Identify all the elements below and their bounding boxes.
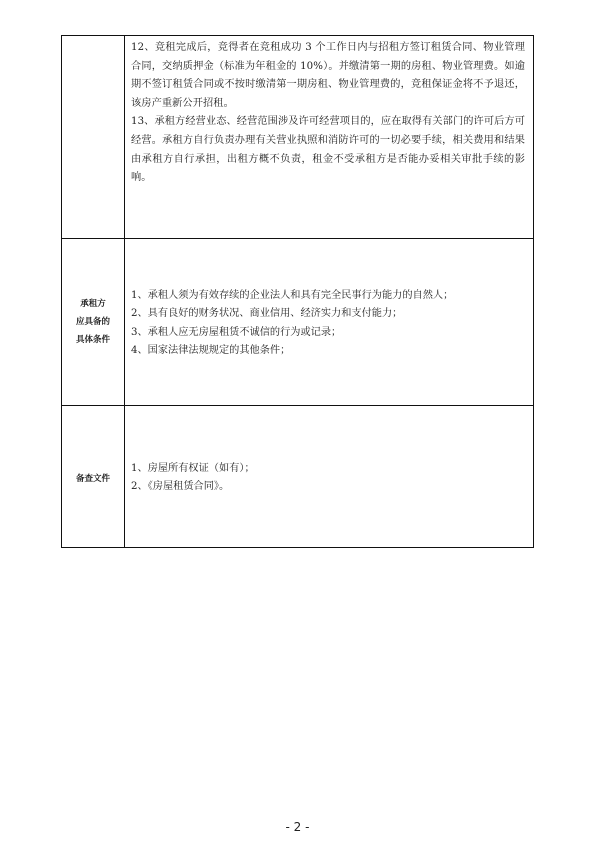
document-item-2: 2、《房屋租赁合同》。	[131, 481, 230, 492]
condition-item-4: 4、国家法律法规规定的其他条件；	[131, 344, 291, 356]
row-label	[76, 295, 110, 349]
label-line: 承租方	[80, 299, 106, 309]
row-label-cell	[62, 406, 125, 548]
clause-13: 13、承租方经营业态、经营范围涉及许可经营项目的，应在取得有关部门的许可后方可经营。承租方自行负责办理有关营业执照和消防许可的一切必要手续，相关费用和结果由承租方自行承担，出租方概不负责，租金不受承租方是否能办妥相关审批手续的影响。	[131, 116, 525, 184]
row-label-cell	[62, 36, 125, 239]
page-number: - 2 -	[285, 820, 310, 834]
condition-item-2: 2、具有良好的财务状况、商业信用、经济实力和支付能力；	[131, 308, 403, 320]
row-label-cell	[62, 239, 125, 406]
condition-item-1: 1、承租人须为有效存续的企业法人和具有完全民事行为能力的自然人；	[131, 289, 454, 301]
row-content-cell	[125, 406, 534, 548]
document-table	[61, 35, 534, 548]
row-label: 备查文件	[75, 473, 110, 484]
table-row	[62, 36, 534, 239]
label-line: 应具备的	[75, 317, 110, 327]
row-content-cell	[125, 239, 534, 406]
row-content-cell	[125, 36, 534, 239]
document-item-1: 1、房屋所有权证（如有）；	[131, 462, 255, 474]
clause-12: 12、竞租完成后，竞得者在竞租成功 3 个工作日内与招租方签订租赁合同、物业管理合同，交纳质押金（标准为年租金的 10%）。并缴清第一期的房租、物业管理费。如逾期不签订租赁合同或不按时缴清第一期房租、物业管理费的，竞租保证金将不予退还，该房产重新公开招租。	[131, 42, 525, 109]
condition-item-3: 3、承租人应无房屋租赁不诚信的行为或记录；	[131, 326, 342, 338]
table-row	[62, 406, 534, 548]
label-line: 具体条件	[75, 335, 110, 345]
table-row	[62, 239, 534, 406]
